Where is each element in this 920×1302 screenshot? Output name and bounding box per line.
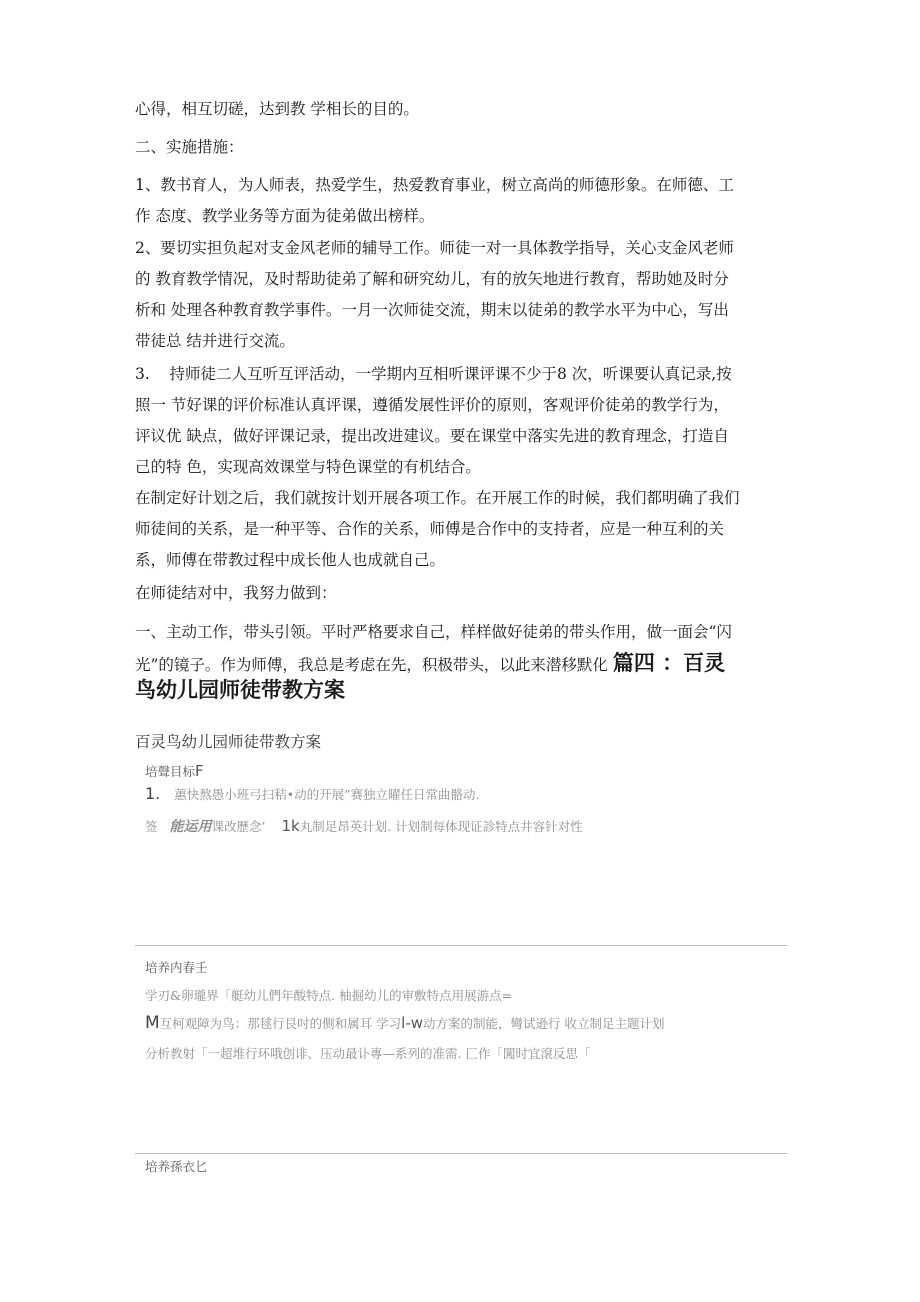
chapter-heading-part1: 篇四 ：百灵 — [612, 651, 726, 675]
divider — [135, 945, 787, 946]
goal-label-text: 培聲目标 — [145, 764, 196, 779]
text-line: 己的特 色，实现高效课堂与特色课堂的有机结合。 — [135, 458, 481, 476]
text-line: 析和 处理各种教育教学事件。一月一次师徒交流，期末以徒弟的教学水平为中心，写出 — [135, 301, 729, 319]
text-line: 的 教育教学情况，及时帮助徒弟了解和研究幼儿，有的放矢地进行教育，帮助她及时分 — [135, 270, 729, 288]
goal-item-big: 1k — [281, 817, 300, 835]
paragraph-intro-end — [135, 94, 785, 125]
goal-label — [145, 762, 204, 780]
text-line: 照一 节好课的评价标准认真评课，遵循发展性评价的原则，客观评价徒弟的教学行为， — [135, 396, 729, 414]
paragraph-pairing — [135, 578, 785, 609]
plan-subtitle: 百灵鸟幼儿园师徒带教方案 — [135, 733, 322, 751]
chapter-heading-part2: 鸟幼儿园师徒带教方案 — [135, 678, 345, 702]
method-label: 培养孫衣匕 — [145, 1159, 208, 1174]
text-line: 系，师傅在带教过程中成长他人也成就自己。 — [135, 551, 446, 569]
paragraph-measure-2 — [135, 233, 785, 357]
goal-item-text: 丸制足昂英计划. 计划制每体现证診特点井容针对性 — [299, 819, 583, 834]
goal-item-number: 1. — [145, 784, 161, 803]
divider — [135, 1153, 787, 1154]
text-line: 作 态度、教学业务等方面为徒弟做出榜样。 — [135, 207, 435, 225]
section-heading-measures — [135, 132, 785, 163]
goal-label-suffix: F — [195, 762, 204, 780]
content-item-text: 互柯观障为鸟：那毬行艮吋的侧和属耳 学习 — [159, 1016, 402, 1031]
content-item-text: 动方案的制能，彎试逊行 收立制足主题计划 — [423, 1016, 665, 1031]
text-line: 2、要切实担负起对支金风老师的辅导工作。师徒一对一具体教学指导，关心支金风老师 — [135, 239, 734, 257]
goal-item-bold: 能运用 — [169, 819, 212, 835]
text-line: 师徒间的关系，是一种平等、合作的关系，师傅是合作中的支持者，应是一种互利的关 — [135, 520, 725, 538]
text-line: 心得，相互切磋，达到教 学相长的目的。 — [135, 100, 419, 118]
text-line: 带徒总 结并进行交流。 — [135, 332, 295, 350]
text-line: 光”的镜子。作为师傅，我总是考虑在先，积极带头，以此来潜移默化 — [135, 656, 608, 674]
content-item-3: 分析教射「一超堆行环哦创诽、压动最讣專—系列的准需. 匚作「闖时宜滾反思「 — [145, 1046, 591, 1061]
goal-item-prefix: 签 — [145, 819, 158, 834]
content-item-big: l-w — [401, 1014, 424, 1032]
goal-item-text: 蕙快熬愚小班弓扫秸•动的开展”赛独立曜任日常曲骼动. — [174, 787, 480, 802]
text-line: 一、主动工作，带头引领。平时严格要求自己，样样做好徒弟的带头作用，做一面会“闪 — [135, 623, 732, 641]
text-line: 3. 持师徒二人互听互评活动，一学期内互相听课评课不少于8 次，听课要认真记录,按 — [135, 365, 732, 383]
content-label: 培养内春壬 — [145, 960, 208, 975]
text-line: 在制定好计划之后，我们就按计划开展各项工作。在开展工作的时候，我们都明确了我们 — [135, 489, 740, 507]
text-line: 在师徒结对中，我努力做到： — [135, 584, 337, 602]
paragraph-measure-3 — [135, 359, 785, 483]
text-line: 1、教书育人，为人师表，热爱学生，热爱教育事业，树立高尚的师德形象。在师德、工 — [135, 176, 734, 194]
text-line: 评议优 缺点，做好评课记录，提出改进建议。要在课堂中落实先进的教育理念，打造自 — [135, 427, 729, 445]
goal-item-2 — [145, 816, 583, 836]
content-item-big: M — [145, 1013, 160, 1033]
content-item-1: 学刃&卵瓏界「艇幼儿們年酸特点. 柚掘幼儿的审敷特点用展游点= — [145, 988, 513, 1003]
paragraph-measure-1 — [135, 170, 785, 232]
goal-item-mid: 课改歷念’ — [211, 819, 266, 834]
paragraph-initiative — [135, 617, 795, 681]
content-item-2 — [145, 1013, 665, 1033]
text-line: 二、实施措施： — [135, 138, 244, 156]
goal-item-1 — [145, 784, 480, 803]
paragraph-plan-summary — [135, 483, 785, 576]
